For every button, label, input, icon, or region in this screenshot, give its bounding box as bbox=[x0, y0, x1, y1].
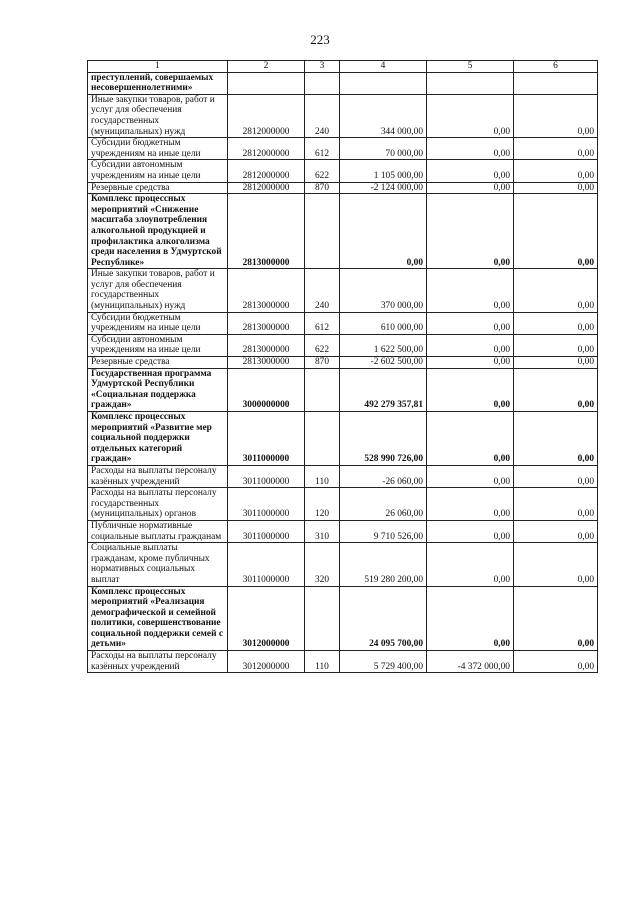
total-cell: 0,00 bbox=[514, 520, 598, 542]
program-code-cell bbox=[228, 72, 305, 94]
row-name-cell: Иные закупки товаров, работ и услуг для обеспечения государственных (муниципальных) нужд bbox=[88, 94, 228, 137]
total-cell: 0,00 bbox=[514, 160, 598, 182]
expense-type-cell: 120 bbox=[305, 488, 340, 521]
program-code-cell: 3000000000 bbox=[228, 368, 305, 411]
expense-type-cell bbox=[305, 412, 340, 466]
budget-table bbox=[87, 60, 598, 673]
amount-cell: 0,00 bbox=[340, 194, 427, 269]
table-row bbox=[88, 586, 598, 651]
amount-cell: 492 279 357,81 bbox=[340, 368, 427, 411]
amount-cell: 26 060,00 bbox=[340, 488, 427, 521]
expense-type-cell: 870 bbox=[305, 182, 340, 194]
expense-type-cell: 310 bbox=[305, 520, 340, 542]
table-row bbox=[88, 312, 598, 334]
total-cell: 0,00 bbox=[514, 543, 598, 586]
amount-cell: 528 990 726,00 bbox=[340, 412, 427, 466]
total-cell: 0,00 bbox=[514, 194, 598, 269]
amount-cell: 24 095 700,00 bbox=[340, 586, 427, 651]
total-cell: 0,00 bbox=[514, 488, 598, 521]
row-name-cell: Комплекс процессных мероприятий «Снижение масштаба злоупотребления алкогольной продукцией и профилактика алкоголизма среди населения в Удмуртской Республике» bbox=[88, 194, 228, 269]
row-name-cell: Субсидии бюджетным учреждениям на иные цели bbox=[88, 138, 228, 160]
amount-cell: -2 124 000,00 bbox=[340, 182, 427, 194]
table-row bbox=[88, 651, 598, 673]
program-code-cell: 2812000000 bbox=[228, 160, 305, 182]
change-cell: 0,00 bbox=[427, 412, 514, 466]
program-code-cell: 2813000000 bbox=[228, 194, 305, 269]
row-name-cell: Расходы на выплаты персоналу казённых учреждений bbox=[88, 651, 228, 673]
table-row bbox=[88, 520, 598, 542]
program-code-cell: 3012000000 bbox=[228, 586, 305, 651]
amount-cell: 1 622 500,00 bbox=[340, 334, 427, 356]
table-row bbox=[88, 72, 598, 94]
total-cell: 0,00 bbox=[514, 94, 598, 137]
expense-type-cell: 240 bbox=[305, 269, 340, 312]
program-code-cell: 2813000000 bbox=[228, 334, 305, 356]
program-code-cell: 2813000000 bbox=[228, 269, 305, 312]
program-code-cell: 3011000000 bbox=[228, 543, 305, 586]
change-cell: 0,00 bbox=[427, 269, 514, 312]
table-row bbox=[88, 368, 598, 411]
amount-cell: 610 000,00 bbox=[340, 312, 427, 334]
expense-type-cell: 240 bbox=[305, 94, 340, 137]
program-code-cell: 2812000000 bbox=[228, 182, 305, 194]
amount-cell: 5 729 400,00 bbox=[340, 651, 427, 673]
column-header: 2 bbox=[228, 61, 305, 73]
column-header: 4 bbox=[340, 61, 427, 73]
change-cell: 0,00 bbox=[427, 368, 514, 411]
change-cell bbox=[427, 72, 514, 94]
amount-cell: 344 000,00 bbox=[340, 94, 427, 137]
row-name-cell: Комплекс процессных мероприятий «Развитие мер социальной поддержки отдельных категорий граждан» bbox=[88, 412, 228, 466]
program-code-cell: 2812000000 bbox=[228, 138, 305, 160]
row-name-cell: Публичные нормативные социальные выплаты гражданам bbox=[88, 520, 228, 542]
table-row bbox=[88, 465, 598, 487]
expense-type-cell: 622 bbox=[305, 160, 340, 182]
total-cell: 0,00 bbox=[514, 269, 598, 312]
table-row bbox=[88, 94, 598, 137]
total-cell: 0,00 bbox=[514, 465, 598, 487]
program-code-cell: 2813000000 bbox=[228, 357, 305, 369]
row-name-cell: Комплекс процессных мероприятий «Реализация демографической и семейной политики, совершенствование социальной поддержки семей с детьми» bbox=[88, 586, 228, 651]
expense-type-cell: 622 bbox=[305, 334, 340, 356]
program-code-cell: 3011000000 bbox=[228, 488, 305, 521]
amount-cell bbox=[340, 72, 427, 94]
amount-cell: -2 602 500,00 bbox=[340, 357, 427, 369]
expense-type-cell bbox=[305, 368, 340, 411]
table-row bbox=[88, 160, 598, 182]
table-row bbox=[88, 138, 598, 160]
amount-cell: 1 105 000,00 bbox=[340, 160, 427, 182]
change-cell: 0,00 bbox=[427, 194, 514, 269]
expense-type-cell: 110 bbox=[305, 651, 340, 673]
change-cell: 0,00 bbox=[427, 312, 514, 334]
program-code-cell: 3011000000 bbox=[228, 520, 305, 542]
total-cell: 0,00 bbox=[514, 651, 598, 673]
program-code-cell: 3011000000 bbox=[228, 465, 305, 487]
total-cell: 0,00 bbox=[514, 412, 598, 466]
row-name-cell: Субсидии автономным учреждениям на иные цели bbox=[88, 160, 228, 182]
total-cell: 0,00 bbox=[514, 138, 598, 160]
table-row bbox=[88, 412, 598, 466]
total-cell: 0,00 bbox=[514, 312, 598, 334]
change-cell: 0,00 bbox=[427, 543, 514, 586]
change-cell: 0,00 bbox=[427, 488, 514, 521]
expense-type-cell: 870 bbox=[305, 357, 340, 369]
change-cell: 0,00 bbox=[427, 586, 514, 651]
program-code-cell: 2813000000 bbox=[228, 312, 305, 334]
expense-type-cell: 320 bbox=[305, 543, 340, 586]
table-row bbox=[88, 357, 598, 369]
change-cell: 0,00 bbox=[427, 520, 514, 542]
change-cell: 0,00 bbox=[427, 334, 514, 356]
row-name-cell: Иные закупки товаров, работ и услуг для обеспечения государственных (муниципальных) нужд bbox=[88, 269, 228, 312]
column-header: 3 bbox=[305, 61, 340, 73]
table-row bbox=[88, 269, 598, 312]
amount-cell: 70 000,00 bbox=[340, 138, 427, 160]
table-row bbox=[88, 543, 598, 586]
total-cell: 0,00 bbox=[514, 586, 598, 651]
expense-type-cell bbox=[305, 586, 340, 651]
change-cell: 0,00 bbox=[427, 138, 514, 160]
table-row bbox=[88, 182, 598, 194]
change-cell: 0,00 bbox=[427, 182, 514, 194]
row-name-cell: Субсидии автономным учреждениям на иные цели bbox=[88, 334, 228, 356]
amount-cell: 370 000,00 bbox=[340, 269, 427, 312]
row-name-cell: Субсидии бюджетным учреждениям на иные цели bbox=[88, 312, 228, 334]
program-code-cell: 3012000000 bbox=[228, 651, 305, 673]
expense-type-cell bbox=[305, 194, 340, 269]
change-cell: -4 372 000,00 bbox=[427, 651, 514, 673]
change-cell: 0,00 bbox=[427, 94, 514, 137]
expense-type-cell: 612 bbox=[305, 312, 340, 334]
row-name-cell: преступлений, совершаемых несовершеннолетними» bbox=[88, 72, 228, 94]
total-cell: 0,00 bbox=[514, 368, 598, 411]
table-row bbox=[88, 334, 598, 356]
row-name-cell: Расходы на выплаты персоналу государственных (муниципальных) органов bbox=[88, 488, 228, 521]
row-name-cell: Расходы на выплаты персоналу казённых учреждений bbox=[88, 465, 228, 487]
row-name-cell: Резервные средства bbox=[88, 182, 228, 194]
expense-type-cell: 110 bbox=[305, 465, 340, 487]
expense-type-cell bbox=[305, 72, 340, 94]
program-code-cell: 2812000000 bbox=[228, 94, 305, 137]
amount-cell: -26 060,00 bbox=[340, 465, 427, 487]
total-cell bbox=[514, 72, 598, 94]
amount-cell: 9 710 526,00 bbox=[340, 520, 427, 542]
amount-cell: 519 280 200,00 bbox=[340, 543, 427, 586]
row-name-cell: Государственная программа Удмуртской Республики «Социальная поддержка граждан» bbox=[88, 368, 228, 411]
table-row bbox=[88, 194, 598, 269]
column-header: 1 bbox=[88, 61, 228, 73]
change-cell: 0,00 bbox=[427, 357, 514, 369]
table-header-row bbox=[88, 61, 598, 73]
page-number: 223 bbox=[310, 32, 330, 47]
table-row bbox=[88, 488, 598, 521]
change-cell: 0,00 bbox=[427, 160, 514, 182]
column-header: 5 bbox=[427, 61, 514, 73]
row-name-cell: Социальные выплаты гражданам, кроме публичных нормативных социальных выплат bbox=[88, 543, 228, 586]
expense-type-cell: 612 bbox=[305, 138, 340, 160]
row-name-cell: Резервные средства bbox=[88, 357, 228, 369]
total-cell: 0,00 bbox=[514, 182, 598, 194]
total-cell: 0,00 bbox=[514, 334, 598, 356]
program-code-cell: 3011000000 bbox=[228, 412, 305, 466]
total-cell: 0,00 bbox=[514, 357, 598, 369]
change-cell: 0,00 bbox=[427, 465, 514, 487]
column-header: 6 bbox=[514, 61, 598, 73]
